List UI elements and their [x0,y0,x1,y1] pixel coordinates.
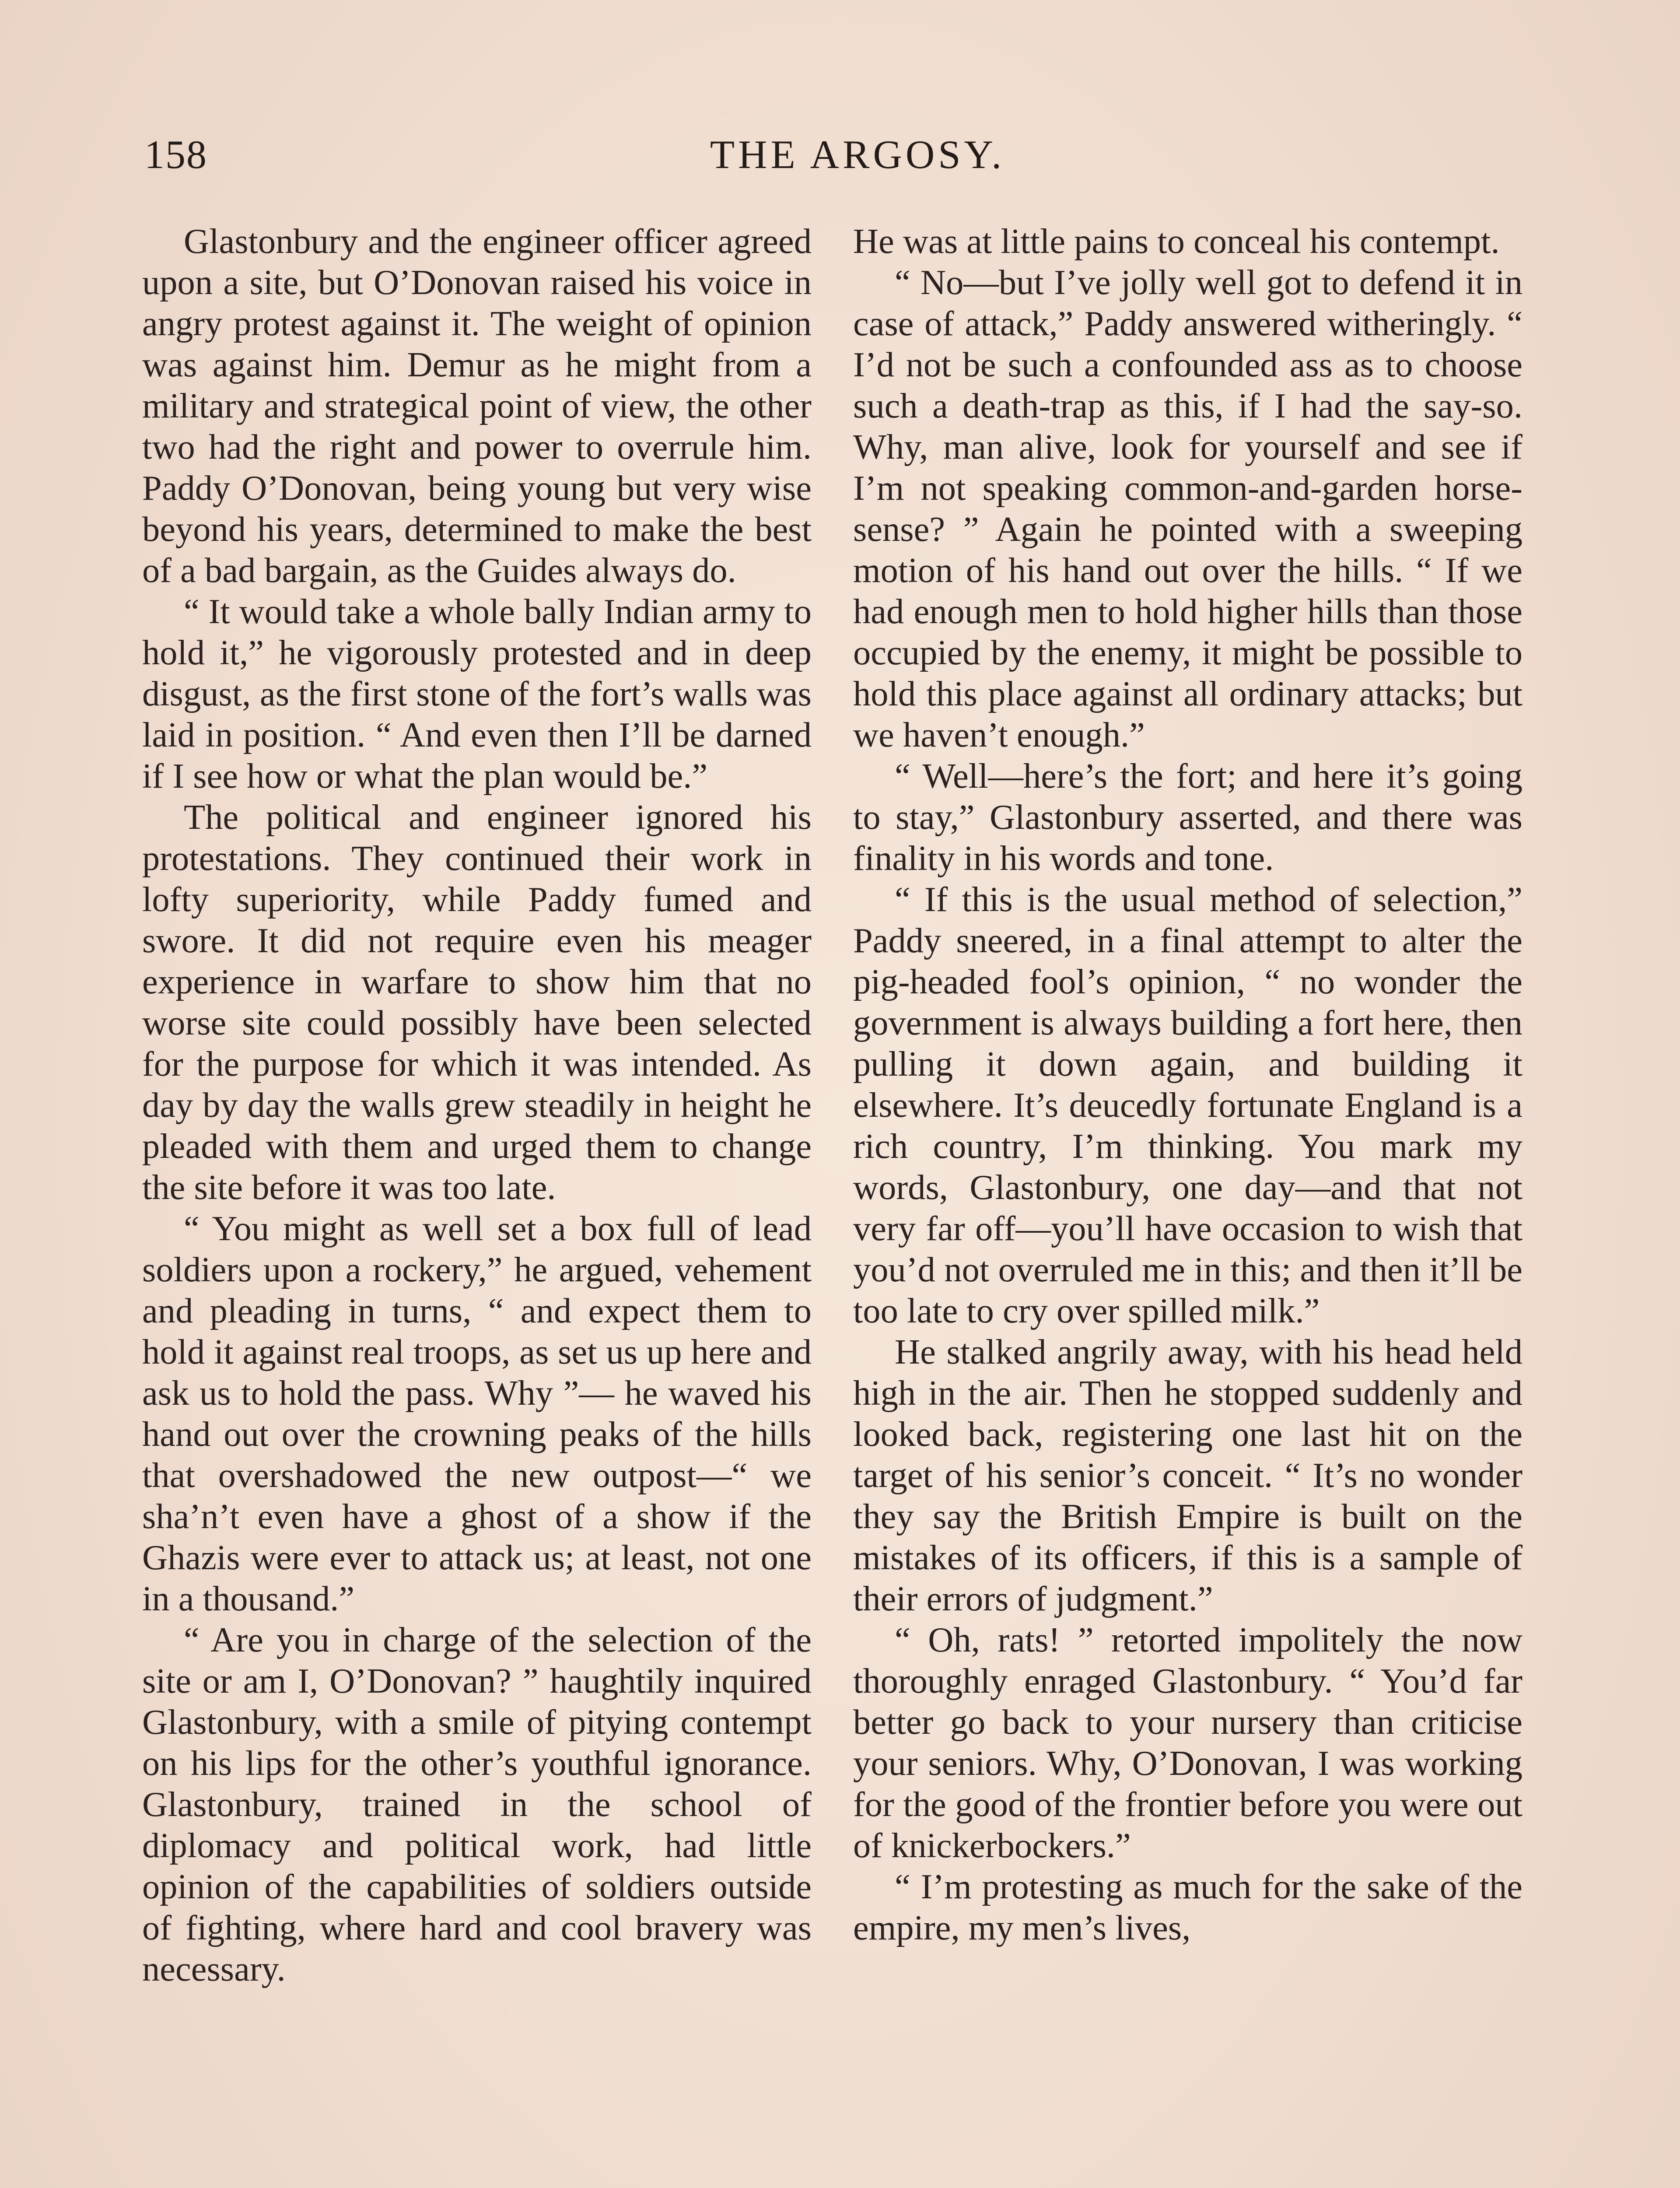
left-column [142,221,812,1990]
page-header [140,131,1540,188]
paragraph-continued: He was at little pains to conceal his contempt. [853,222,1500,261]
paragraph: “ Well—here’s the fort; and here it’s going to stay,” Glastonbury asserted, and there was finality in his words and tone. [853,757,1522,878]
paragraph: “ Are you in charge of the selection of the site or am I, O’Donovan? ” haughtily inquired Glastonbury, with a smile of pitying contempt on his lips for the other’s youthful ignorance. Glastonbury, trained in the school of diplomacy and political work, had little opinion of the capabilities of soldiers outside of fighting, where hard and cool bravery was necessary. [142,1620,812,1988]
paragraph: “ You might as well set a box full of lead soldiers upon a rockery,” he argued, vehement and pleading in turns, “ and expect them to hold it against real troops, as set us up here and ask us to hold the pass. Why ”— he waved his hand out over the crowning peaks of the hills that overshadowed the new outpost—“ we sha’n’t even have a ghost of a show if the Ghazis were ever to attack us; at least, not one in a thousand.” [142,1209,812,1618]
paragraph: “ Oh, rats! ” retorted impolitely the now thoroughly enraged Glastonbury. “ You’d far better go back to your nursery than criticise your seniors. Why, O’Donovan, I was working for the good of the frontier before you were out of knickerbockers.” [853,1620,1522,1865]
paragraph: “ If this is the usual method of selection,” Paddy sneered, in a final attempt to alter the pig-headed fool’s opinion, “ no wonder the government is always building a fort here, then pulling it down again, and building it elsewhere. It’s deucedly fortunate England is a rich country, I’m thinking. You mark my words, Glastonbury, one day—and that not very far off—you’ll have occasion to wish that you’d not overruled me in this; and then it’ll be too late to cry over spilled milk.” [853,880,1522,1330]
page-number: 158 [144,132,207,177]
right-column [853,221,1522,1949]
paragraph: He stalked angrily away, with his head held high in the air. Then he stopped suddenly and looked back, registering one last hit on the target of his senior’s conceit. “ It’s no wonder they say the British Empire is built on the mistakes of its officers, if this is a sample of their errors of judgment.” [853,1332,1522,1618]
paragraph: “ No—but I’ve jolly well got to defend it in case of attack,” Paddy answered witheringly. “ I’d not be such a confounded ass as to choose such a death-trap as this, if I had the say-so. Why, man alive, look for yourself and see if I’m not speaking common-and-garden horse-sense? ” Again he pointed with a sweeping motion of his hand out over the hills. “ If we had enough men to hold higher hills than those occupied by the enemy, it might be possible to hold this place against all ordinary attacks; but we haven’t enough.” [853,263,1522,754]
paragraph: The political and engineer ignored his protestations. They continued their work in lofty superiority, while Paddy fumed and swore. It did not require even his meager experience in warfare to show him that no worse site could possibly have been selected for the purpose for which it was intended. As day by day the walls grew steadily in height he pleaded with them and urged them to change the site before it was too late. [142,798,812,1207]
paragraph: “ It would take a whole bally Indian army to hold it,” he vigorously protested and in deep disgust, as the first stone of the fort’s walls was laid in position. “ And even then I’ll be darned if I see how or what the plan would be.” [142,592,812,796]
paragraph: Glastonbury and the engineer officer agreed upon a site, but O’Donovan raised his voice in angry protest against it. The weight of opinion was against him. Demur as he might from a military and strategical point of view, the other two had the right and power to overrule him. Paddy O’Donovan, being young but very wise beyond his years, determined to make the best of a bad bargain, as the Guides always do. [142,222,812,590]
paragraph: “ I’m protesting as much for the sake of the empire, my men’s lives, [853,1867,1522,1947]
running-title: THE ARGOSY. [710,132,1005,177]
